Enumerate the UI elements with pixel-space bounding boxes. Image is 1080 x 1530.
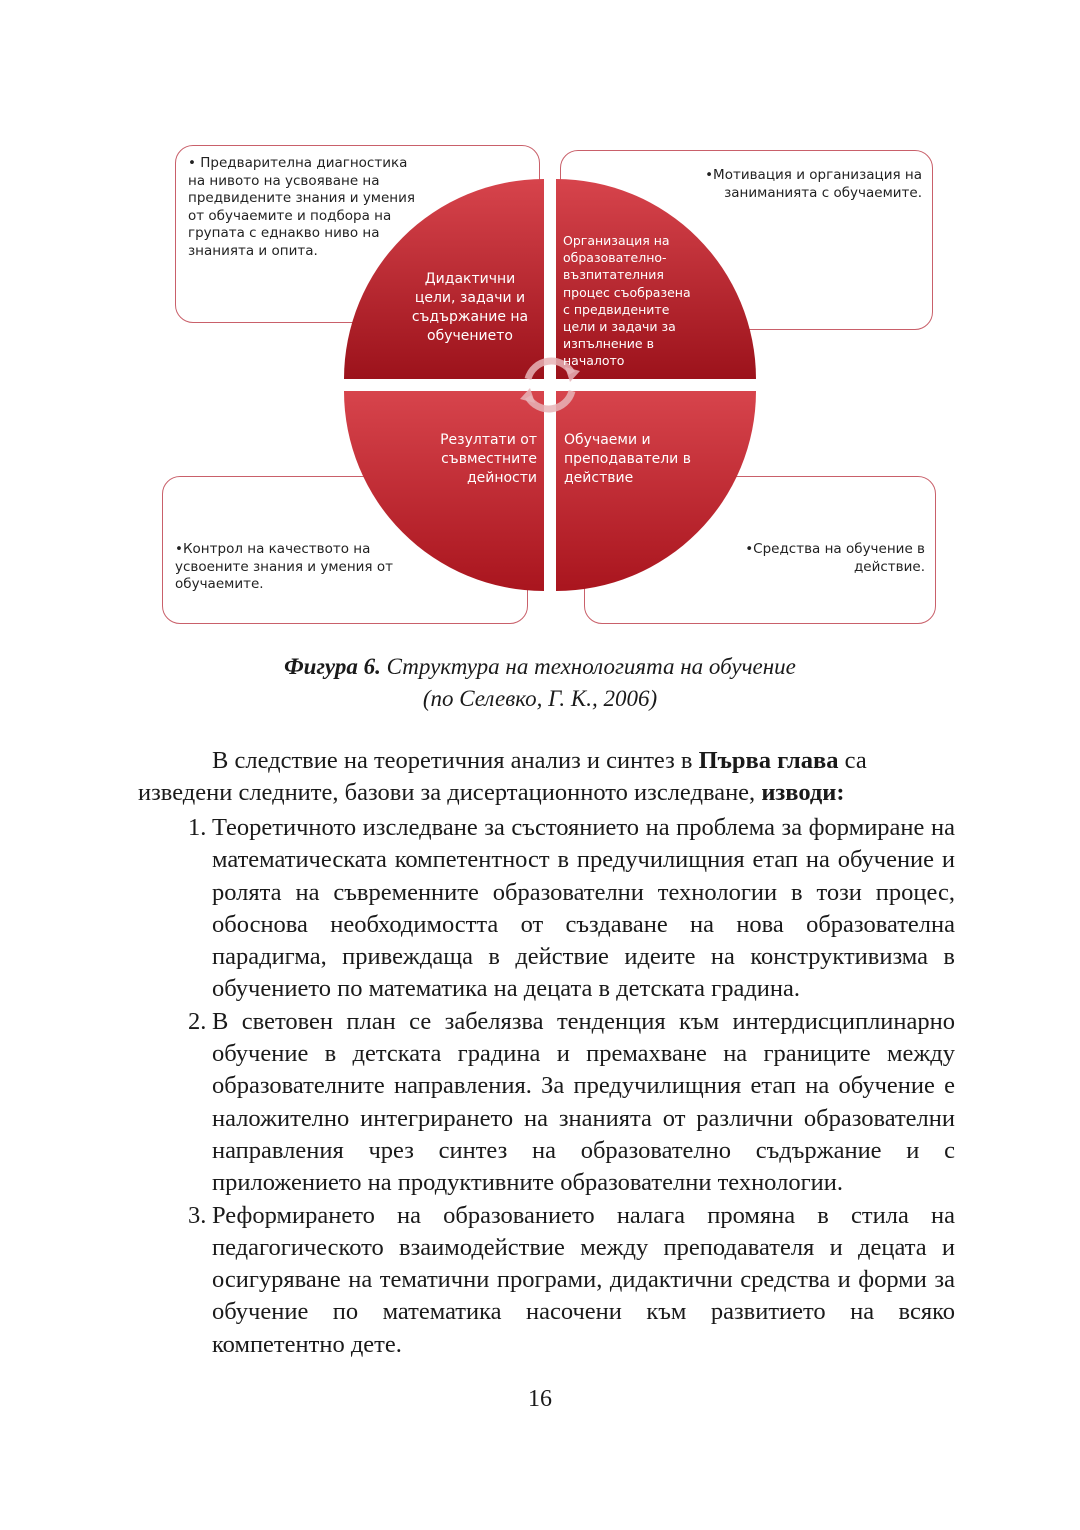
box-diagnostics-text: • Предварителна диагностика на нивото на усвояване на предвидените знания и умения от обучаемите и подбора на групата с еднакво ниво на знанията и опита. <box>188 155 416 259</box>
figure-title: Структура на технологията на обучение <box>386 654 796 679</box>
quadrant-bottom-right <box>556 391 756 591</box>
quadrant-bottom-left <box>344 391 544 591</box>
box-learning-means-text: •Средства на обучение в действие. <box>745 541 925 575</box>
list-item-number: 3. <box>188 1201 207 1229</box>
intro-bold-conclusions: изводи: <box>761 779 845 807</box>
quadrant-text-participants: Обучаеми и преподаватели в действие <box>564 432 691 486</box>
intro-text-1: В следствие на теоретичния анализ и синтез в <box>212 747 699 774</box>
quadrant-text-results: Резултати от съвместните дейности <box>440 432 537 486</box>
list-item-text: В световен план се забелязва тенденция към интердисциплинарно обучение в детската градина и премахване на границите между образователните направления. За предучилищния етап на обучение е наложително интегрирането на знанията от различни образователни направления чрез синтез на образователно съдържание и с приложението на продуктивните образователни технологии. <box>212 1007 955 1197</box>
technology-structure-diagram <box>150 140 950 640</box>
list-item-number: 2. <box>188 1007 207 1035</box>
quadrant-text-didactic-goals: Дидактични цели, задачи и съдържание на обучението <box>411 271 529 344</box>
box-quality-control-text: •Контрол на качеството на усвоените знания и умения от обучаемите. <box>175 541 393 592</box>
list-item-text: Реформирането на образованието налага промяна в стила на педагогическото взаимодействие между преподавателя и децата и осигуряване на тематични програми, дидактични средства и форми за обучение по математика насочени към развитието на всяко компетентно дете. <box>212 1201 955 1358</box>
list-item <box>190 812 955 1006</box>
intro-bold-chapter: Първа глава <box>698 747 839 774</box>
list-item-text: Теоретичното изследване за състоянието на проблема за формиране на математическата компетентност в предучилищния етап на обучение и ролята на съвременните образователни технологии в този процес, обоснова необходимостта от създаване на нова образователна парадигма, привеждаща в действие идеите на конструктивизма в обучението по математика на децата в детската градина. <box>212 814 955 1003</box>
list-item <box>190 1200 955 1361</box>
box-motivation-text: •Мотивация и организация на заниманията с обучаемите. <box>705 167 922 201</box>
intro-text-2: са изведени следните, базови за дисертационното изследване, <box>138 747 867 807</box>
list-item-number: 1. <box>188 814 207 841</box>
list-item <box>190 1006 955 1200</box>
intro-paragraph <box>138 745 938 810</box>
page-number: 16 <box>528 1386 552 1412</box>
quadrant-text-organization: Организация на образователно-възпитателния процес съобразена с предвидените цели и задачи за изпълнение в началото <box>563 233 691 369</box>
figure-label: Фигура 6. <box>284 654 381 679</box>
figure-source: (по Селевко, Г. К., 2006) <box>422 686 658 711</box>
figure-caption <box>0 652 1080 682</box>
conclusions-list <box>190 812 955 1361</box>
